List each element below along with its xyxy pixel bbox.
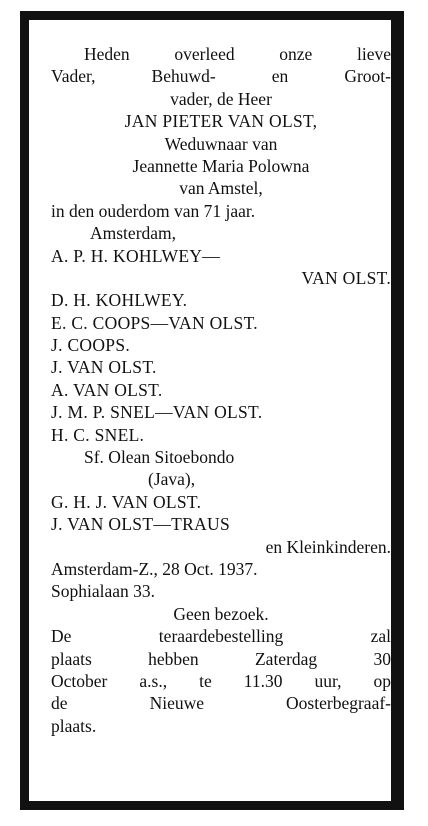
age-line: in den ouderdom van 71 jaar.: [51, 200, 256, 221]
mourner-line: A. P. H. KOHLWEY—: [51, 245, 221, 266]
funeral-line-1: De teraardebestelling zal: [51, 626, 391, 647]
mourner-line: G. H. J. VAN OLST.: [51, 491, 202, 512]
funeral-line-2: plaats hebben Zaterdag 30: [51, 648, 391, 669]
mourner-line: A. VAN OLST.: [51, 379, 163, 400]
mourner-city: Amsterdam,: [90, 223, 177, 244]
opening-line-3: vader, de Heer: [170, 88, 272, 109]
funeral-line-3: October a.s., te 11.30 uur, op: [51, 670, 391, 691]
widower-line-2: Jeannette Maria Polowna: [132, 155, 310, 176]
mourner-line: E. C. COOPS—VAN OLST.: [51, 312, 258, 333]
mourner-line: J. VAN OLST—TRAUS: [51, 514, 230, 535]
widower-line-3: van Amstel,: [179, 178, 263, 199]
widower-line-1: Weduwnaar van: [164, 133, 278, 154]
funeral-line-5: plaats.: [51, 715, 97, 736]
mourner-location: Sf. Olean Sitoebondo: [84, 447, 235, 468]
notice-panel: [29, 20, 391, 801]
mourner-location: (Java),: [148, 469, 196, 490]
mourner-line: D. H. KOHLWEY.: [51, 290, 188, 311]
deceased-name: JAN PIETER VAN OLST,: [124, 111, 318, 132]
address: Sophialaan 33.: [51, 581, 156, 602]
mourner-line: J. COOPS.: [51, 335, 131, 356]
opening-line-1: Heden overleed onze lieve: [84, 44, 391, 64]
mourner-line: VAN OLST.: [301, 267, 391, 288]
notice-text: [51, 43, 391, 737]
notice-border: [20, 11, 404, 810]
mourner-line: J. M. P. SNEL—VAN OLST.: [51, 402, 263, 423]
place-date: Amsterdam-Z., 28 Oct. 1937.: [51, 558, 258, 579]
mourner-line: H. C. SNEL.: [51, 424, 145, 445]
opening-line-2: Vader, Behuwd- en Groot-: [51, 66, 391, 87]
no-visit: Geen bezoek.: [173, 603, 269, 624]
funeral-line-4: de Nieuwe Oosterbegraaf-: [51, 693, 391, 714]
grandchildren-line: en Kleinkinderen.: [265, 536, 391, 557]
mourner-line: J. VAN OLST.: [51, 357, 157, 378]
